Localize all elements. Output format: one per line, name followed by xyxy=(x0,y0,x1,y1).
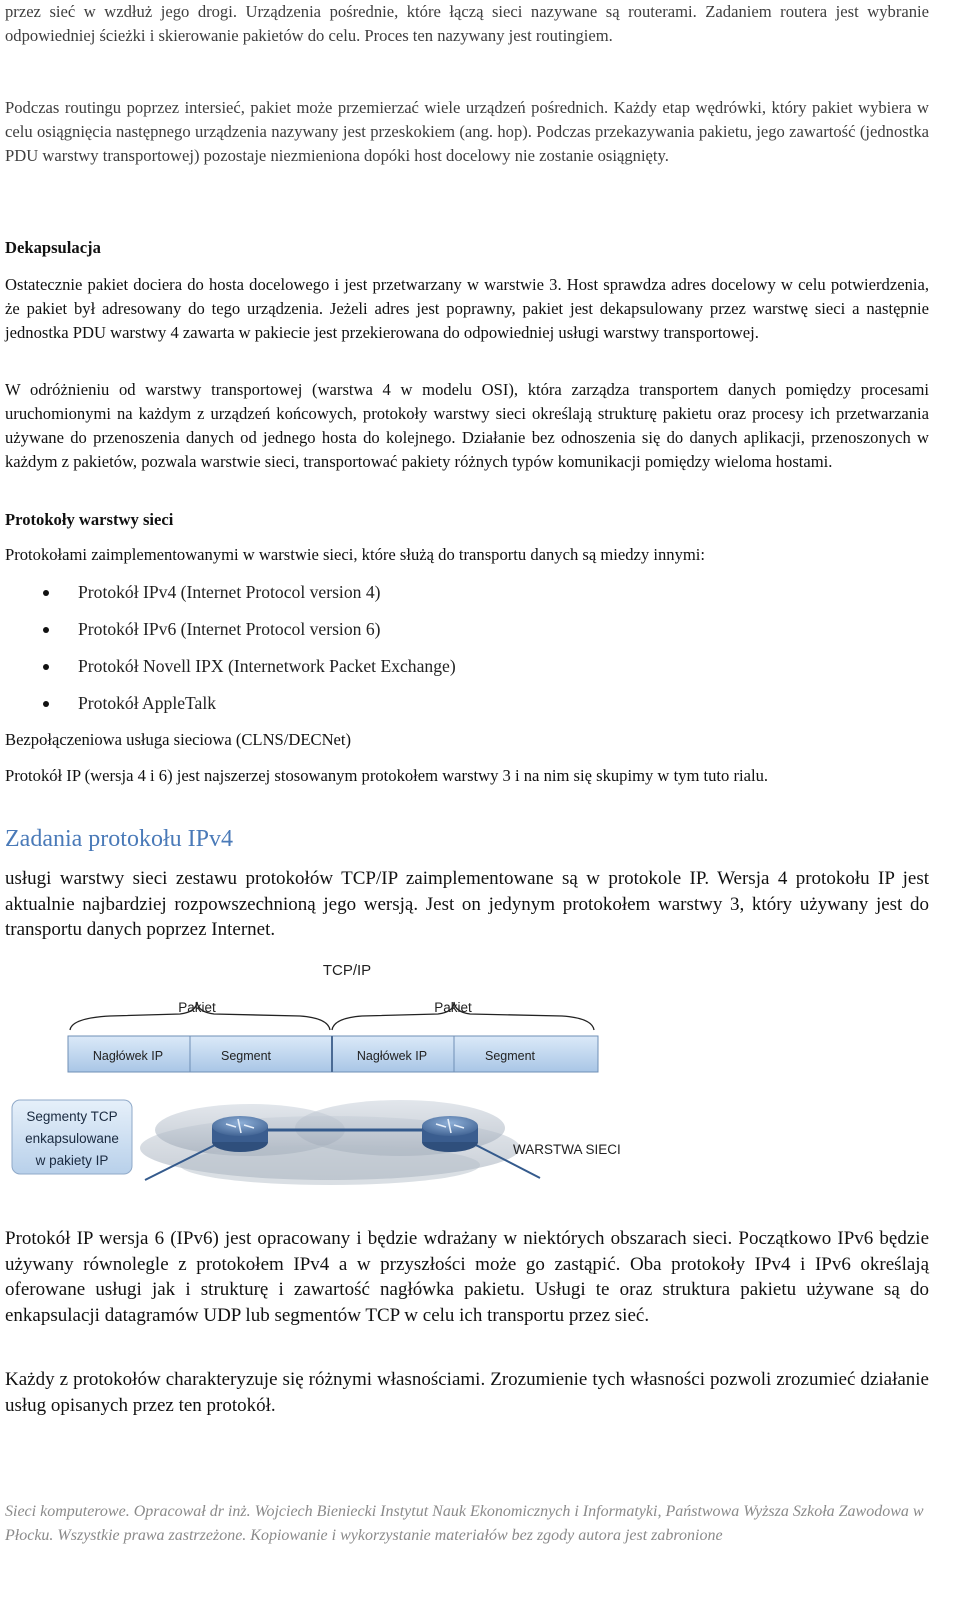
page-footer: Sieci komputerowe. Opracował dr inż. Wojciech Bieniecki Instytut Nauk Ekonomicznych i Informatyki, Państwowa Wyższa Szkoła Zawodowa w Płocku. Wszystkie prawa zastrzeżone. Kopiowanie i wykorzystanie materiałów bez zgody autora jest zabronione xyxy=(5,1503,924,1544)
paragraph-protokoly-intro: Protokołami zaimplementowanymi w warstwie sieci, które służą do transportu danych są miedzy innymi: xyxy=(5,545,706,564)
bullet-icon xyxy=(43,701,49,707)
segment-label-left: Segment xyxy=(220,1049,272,1063)
list-item xyxy=(5,580,905,617)
network-layer-label: WARSTWA SIECI xyxy=(513,1142,621,1157)
paragraph-bezpolaczeniowa: Bezpołączeniowa usługa sieciowa (CLNS/DECNet) xyxy=(5,730,352,749)
paragraph-uslugi: usługi warstwy sieci zestawu protokołów TCP/IP zaimplementowane są w protokole IP. Wersja 4 protokołu IP jest aktualnie najbardziej rozpowszechnioną jego wersją. Jest on jedynym protokołem warstwy 3, który używany jest do transportu danych poprzez Internet. xyxy=(5,868,929,940)
protocol-list xyxy=(5,580,905,728)
list-item-label: Protokół IPv4 (Internet Protocol version 4) xyxy=(78,582,381,602)
heading-zadania: Zadania protokołu IPv4 xyxy=(5,826,233,852)
list-item xyxy=(5,617,905,654)
paragraph-odroznieniu: W odróżnieniu od warstwy transportowej (warstwa 4 w modelu OSI), która zarządza transportem danych pomiędzy procesami uruchomionymi na każdym z urządzeń końcowych, protokoły warstwy sieci określają strukturę pakietu oraz procesy ich przetwarzania używane do przenoszenia danych od jednego hosta do kolejnego. Działanie bez odnoszenia się do danych aplikacji, przenoszonych w każdym z pakietów, pozwala warstwie sieci, transportować pakiety różnych typów komunikacji pomiędzy wieloma hostami. xyxy=(5,380,929,471)
list-item-label: Protokół IPv6 (Internet Protocol version 6) xyxy=(78,619,381,639)
callout-line-2: enkapsulowane xyxy=(25,1131,119,1146)
paragraph-intro: przez sieć w wzdłuż jego drogi. Urządzenia pośrednie, które łączą sieci nazywane są routerami. Zadaniem routera jest wybranie odpowiedniej ścieżki i skierowanie pakietów do celu. Proces ten nazywany jest routingiem. xyxy=(5,2,929,45)
ip-header-label-right: Nagłówek IP xyxy=(356,1049,428,1063)
list-item-label: Protokół AppleTalk xyxy=(78,693,217,713)
section-title-dekapsulacja: Dekapsulacja xyxy=(5,238,101,257)
paragraph-dekapsulacja: Ostatecznie pakiet dociera do hosta docelowego i jest przetwarzany w warstwie 3. Host sprawdza adres docelowy w celu potwierdzenia, że pakiet był adresowany do tego urządzenia. Jeżeli adres jest poprawny, pakiet jest dekapsulowany przez warstwę sieci a następnie jednostka PDU warstwy 4 zawarta w pakiecie jest przekierowana do odpowiedniej usługi warstwy transportowej. xyxy=(5,275,929,342)
list-item xyxy=(5,654,905,691)
bullet-icon xyxy=(43,590,49,596)
section-title-protokoly: Protokoły warstwy sieci xyxy=(5,510,174,529)
callout-line-3: w pakiety IP xyxy=(35,1153,109,1168)
router-icon xyxy=(422,1116,478,1152)
router-icon xyxy=(212,1116,268,1152)
ip-header-label-left: Nagłówek IP xyxy=(92,1049,164,1063)
paragraph-ipv6: Protokół IP wersja 6 (IPv6) jest opracowany i będzie wdrażany w niektórych obszarach sieci. Początkowo IPv6 będzie używany równolegle z protokołem IPv4 a w przyszłości może go zastąpić. Oba protokoły IPv4 i IPv6 określają oferowane usługi jak i strukturę i zawartość nagłówka pakietu. Usługi te oraz struktura pakietu używane są do enkapsulacji datagramów UDP lub segmentów TCP w celu ich transportu przez sieć. xyxy=(5,1228,929,1326)
paragraph-kazdy: Każdy z protokołów charakteryzuje się różnymi własnościami. Zrozumienie tych własności pozwoli zrozumieć działanie usług opisanych przez ten protokół. xyxy=(5,1369,929,1416)
segment-label-right: Segment xyxy=(484,1049,536,1063)
bullet-icon xyxy=(43,664,49,670)
callout-line-1: Segmenty TCP xyxy=(26,1109,118,1124)
list-item-label: Protokół Novell IPX (Internetwork Packet Exchange) xyxy=(78,656,456,676)
paragraph-ip-main: Protokół IP (wersja 4 i 6) jest najszerzej stosowanym protokołem warstwy 3 i na nim się skupimy w tym tuto rialu. xyxy=(5,766,769,785)
paragraph-routing: Podczas routingu poprzez intersieć, pakiet może przemierzać wiele urządzeń pośrednich. Każdy etap wędrówki, który pakiet wybiera w celu osiągnięcia następnego urządzenia nazywany jest przeskokiem (ang. hop). Podczas przekazywania pakietu, jego zawartość (jednostka PDU warstwy transportowej) pozostaje niezmieniona dopóki host docelowy nie zostanie osiągnięty. xyxy=(5,98,929,165)
tcpip-encapsulation-figure xyxy=(0,950,960,1200)
figure-title: TCP/IP xyxy=(322,962,372,979)
packet-label-right: Pakiet xyxy=(434,1000,472,1015)
packet-label-left: Pakiet xyxy=(178,1000,216,1015)
bullet-icon xyxy=(43,627,49,633)
list-item xyxy=(5,691,905,728)
